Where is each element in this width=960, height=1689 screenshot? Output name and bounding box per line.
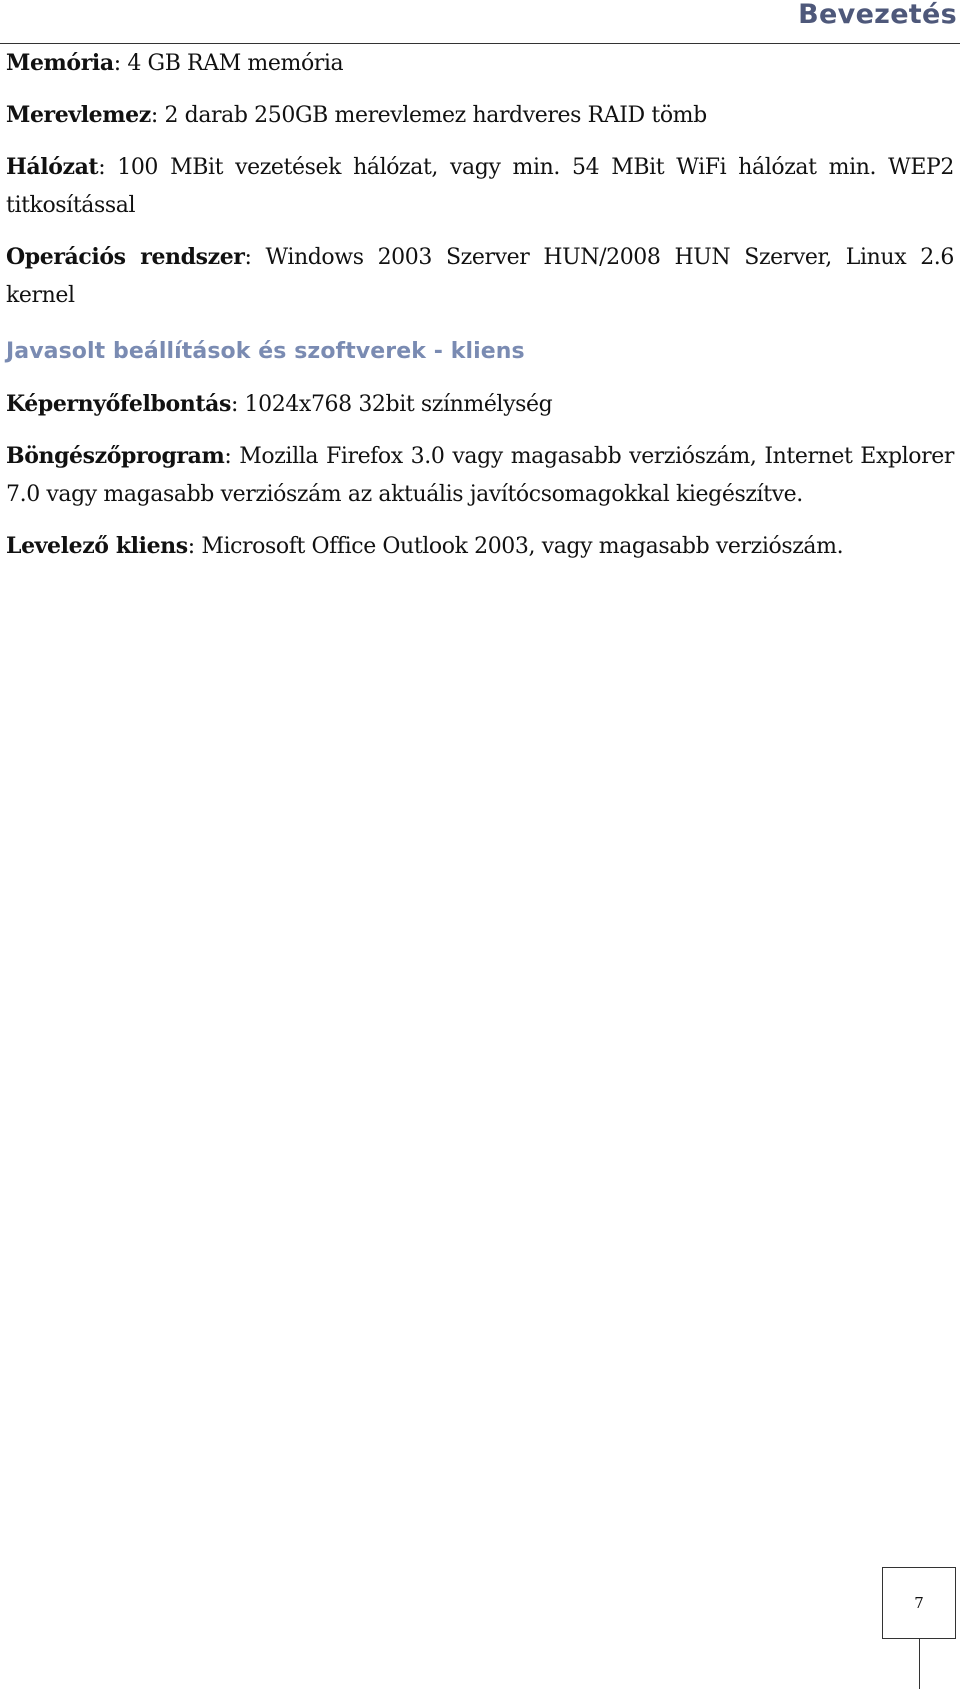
spec-value: : Microsoft Office Outlook 2003, vagy magasabb verziószám. (187, 534, 844, 559)
spec-term: Levelező kliens (6, 533, 188, 559)
spec-operating-system (6, 238, 954, 315)
client-resolution (6, 385, 954, 424)
spec-value: : 4 GB RAM memória (113, 51, 344, 76)
spec-value: : 100 MBit vezetések hálózat, vagy min. 54 MBit WiFi hálózat min. WEP2 titkosítással (6, 155, 954, 218)
spec-value: : Mozilla Firefox 3.0 vagy magasabb verziószám, Internet Explorer 7.0 vagy magasabb verziószám az aktuális javítócsomagokkal kiegészítve. (6, 444, 954, 507)
spec-value: : 2 darab 250GB merevlemez hardveres RAID tömb (150, 103, 707, 128)
spec-term: Merevlemez (6, 102, 151, 128)
spec-hard-disk (6, 96, 954, 135)
spec-term: Operációs rendszer (6, 244, 245, 270)
spec-term: Képernyőfelbontás (6, 391, 231, 417)
page-number-rule (919, 1639, 920, 1689)
spec-term: Memória (6, 50, 114, 76)
page-number-box (882, 1567, 956, 1639)
client-browser (6, 437, 954, 514)
client-section-heading: Javasolt beállítások és szoftverek - kliens (6, 339, 525, 364)
spec-memory (6, 44, 954, 83)
page-number: 7 (914, 1594, 924, 1612)
spec-value: : Windows 2003 Szerver HUN/2008 HUN Szerver, Linux 2.6 kernel (6, 245, 954, 308)
document-body (6, 44, 954, 579)
page-section-title: Bevezetés (798, 0, 957, 30)
spec-value: : 1024x768 32bit színmélység (230, 392, 553, 417)
client-mail (6, 527, 954, 566)
spec-network (6, 148, 954, 225)
spec-term: Böngészőprogram (6, 443, 225, 469)
spec-term: Hálózat (6, 154, 99, 180)
